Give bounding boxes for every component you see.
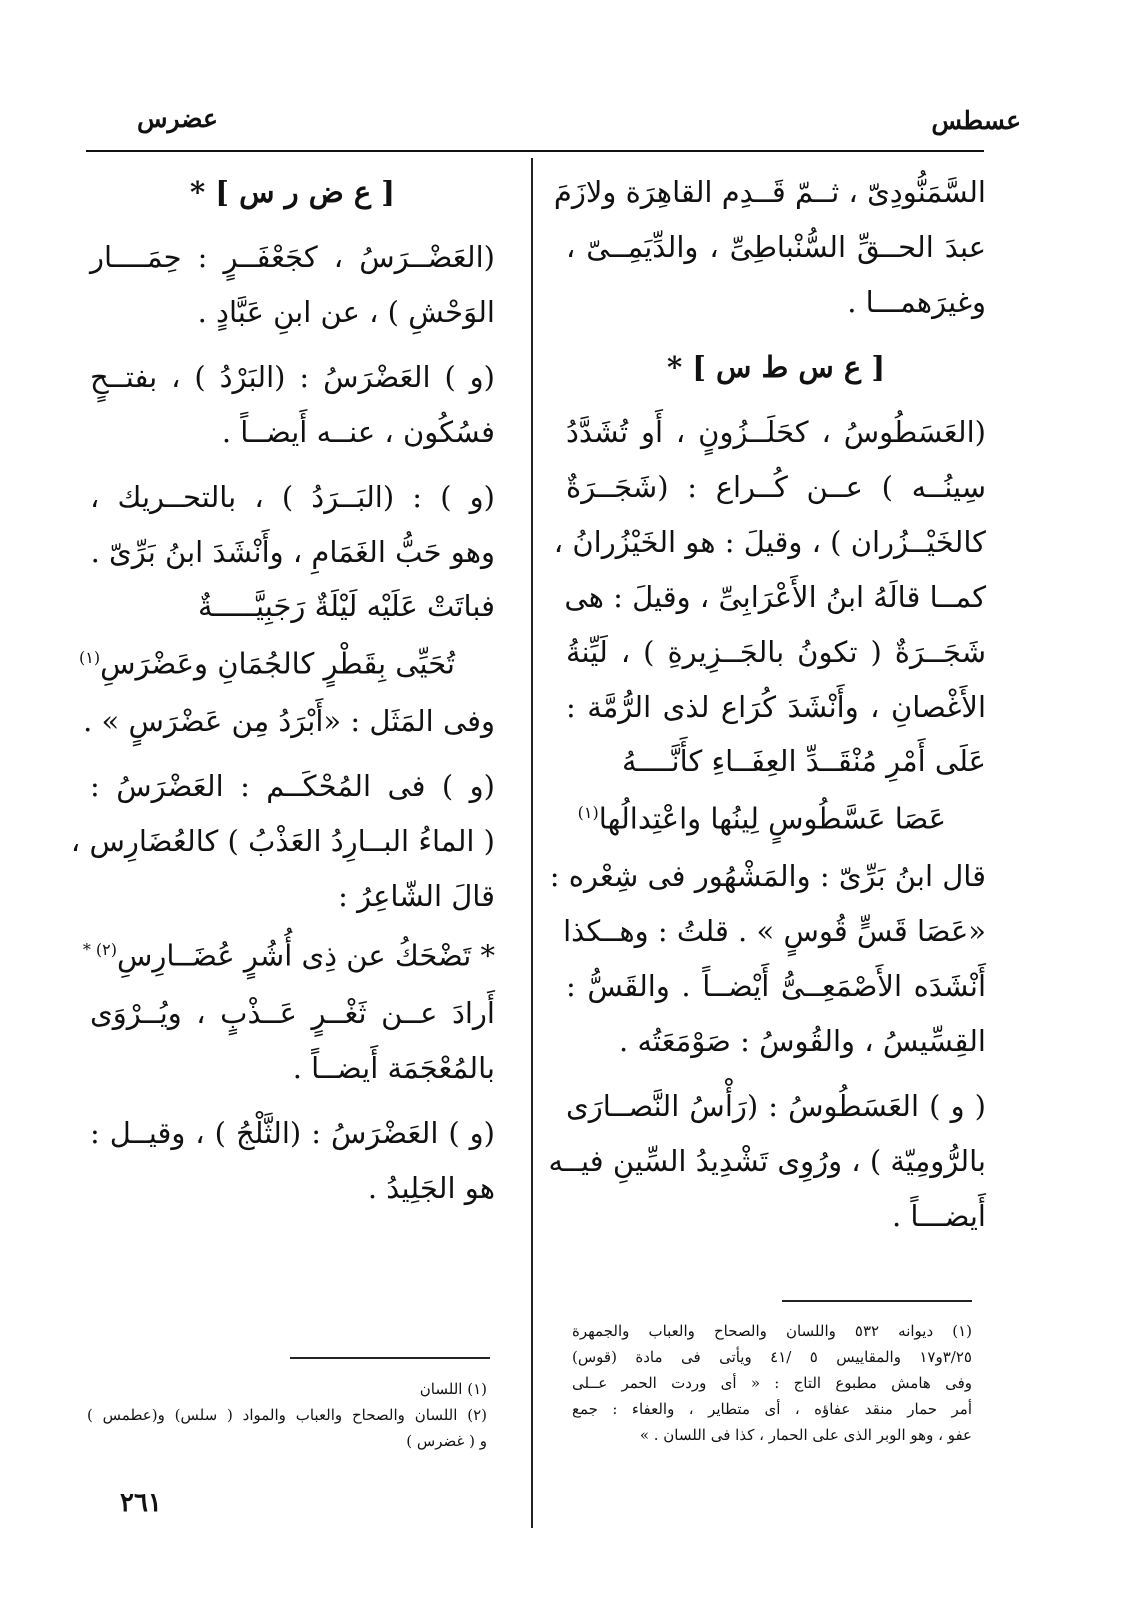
verse-line bbox=[82, 924, 495, 976]
entry-heading: [ ع ض ر س ] * bbox=[190, 175, 395, 209]
footnote-ref: (٢) * bbox=[82, 940, 117, 959]
running-header-right: عسطس bbox=[931, 106, 1021, 135]
text-line: السَّمَنُّودِىّ ، ثــمّ قَــدِم القاهِرَة ولازَمَ bbox=[553, 175, 986, 209]
text-line: سِينُــه ) عــن كُــراع : (شَجَــرَةٌ bbox=[566, 470, 986, 504]
poem-text: تُحَيِّى بِقَطْرٍ كالجُمَانِ وعَضْرَسِ bbox=[100, 646, 455, 681]
text-line: ( الماءُ البــارِدُ العَذْبُ ) كالعُضَارِس ، bbox=[70, 824, 495, 858]
text-line: وفى المَثَل : «أَبْرَدُ مِن عَضْرَسٍ » . bbox=[83, 704, 495, 738]
text-line: عبدَ الحــقِّ السُّنْباطِىِّ ، والدِّيَمِــىّ ، bbox=[566, 230, 986, 264]
text-line: أَيضـــاً . bbox=[891, 1199, 986, 1233]
poem-line bbox=[79, 632, 495, 684]
text-line: قال ابنُ بَرِّىّ : والمَشْهُور فى شِعْره : bbox=[549, 859, 986, 893]
page-number: ٢٦١ bbox=[120, 1488, 162, 1518]
column-divider bbox=[531, 158, 533, 1528]
poem-line bbox=[566, 787, 986, 839]
left-column bbox=[70, 165, 495, 1216]
text-line: ( و ) العَسَطُوسُ : (رَأْسُ النَّصــارَى bbox=[566, 1089, 986, 1123]
text-line: (و ) العَضْرَسُ : (الثَّلْجُ ) ، وقيــل : bbox=[90, 1116, 495, 1150]
entry-heading: [ ع س ط س ] * bbox=[666, 350, 886, 384]
running-header-left: عضرس bbox=[137, 104, 218, 133]
footnote-ref: (١) bbox=[79, 648, 101, 667]
text-line: فسُكُون ، عنــه أَيضــاً . bbox=[221, 415, 495, 449]
footnote-line: وفى هامش مطبوع التاج : « أى وردت الحمر عــلى bbox=[572, 1374, 972, 1392]
text-line: كمــا قالَهُ ابنُ الأَعْرَابِىِّ ، وقيلَ : هى bbox=[564, 580, 986, 614]
text-line: (العَضْــرَسُ ، كجَعْفَــرٍ : حِمَــــار bbox=[90, 240, 495, 274]
footnote-line: (١) اللسان bbox=[419, 1380, 487, 1398]
footnote-line: (٢) اللسان والصحاح والعباب والمواد ( سلس) و(عطمس ) bbox=[87, 1406, 487, 1424]
text-line: القِسِّيسُ ، والقُوسُ : صَوْمَعَتُه . bbox=[619, 1024, 986, 1058]
right-column bbox=[548, 165, 986, 1244]
header-rule bbox=[86, 150, 984, 152]
text-line: «عَصَا قَسٍّ قُوسٍ » . قلتُ : وهــكذا bbox=[563, 914, 986, 948]
text-line: كالخَيْــزُران ) ، وقيلَ : هو الخَيْزُرانُ ، bbox=[553, 525, 986, 559]
verse-text: * تَضْحَكُ عن ذِى أُشُرٍ عُضَــارِسِ bbox=[116, 938, 495, 973]
footnote-line: عفو ، وهو الوبر الذى على الحمار ، كذا فى اللسان . » bbox=[639, 1426, 972, 1444]
footnote-rule bbox=[782, 1300, 972, 1302]
footnote-line: (١) ديوانه ٥٣٢ واللسان والصحاح والعباب والجمهرة bbox=[572, 1322, 972, 1340]
text-line: وهو حَبُّ الغَمَامِ ، وأَنْشَدَ ابنُ بَرِّىّ . bbox=[90, 535, 495, 569]
text-line: أَنْشَدَه الأَصْمَعِــىُّ أَيْضــاً . والقَسُّ : bbox=[566, 969, 986, 1003]
footnote-rule bbox=[290, 1357, 490, 1359]
footnote-ref: (١) bbox=[577, 803, 599, 822]
text-line: (العَسَطُوسُ ، كحَلَــزُونٍ ، أَو تُشَدَّدُ bbox=[566, 415, 986, 449]
text-line: شَجَــرَةٌ ( تكونُ بالجَــزِيرةِ ) ، لَيِّنةُ bbox=[566, 635, 986, 669]
footnotes-left bbox=[87, 1376, 487, 1454]
text-line: الأَغْصانِ ، وأَنْشَدَ كُرَاع لذى الرُّمَّة : bbox=[566, 690, 986, 724]
footnote-line: ٣/٢٥و١٧ والمقاييس ٥ /٤١ ويأتى فى مادة (قوس) bbox=[572, 1348, 972, 1366]
text-line: أَرادَ عــن ثَغْــرٍ عَــذْبٍ ، ويُــرْوَى bbox=[90, 996, 495, 1030]
poem-line: فباتَتْ عَلَيْه لَيْلَةٌ رَجَبِيَّـــــةٌ bbox=[197, 589, 495, 623]
poem-text: عَصَا عَسَّطُوسٍ لِينُها واعْتِدالُها bbox=[598, 801, 946, 836]
text-line: (و ) فى المُحْكَــم : العَضْرَسُ : bbox=[90, 769, 495, 803]
text-line: (و ) العَضْرَسُ : (البَرْدُ ) ، بفتــحٍ bbox=[90, 360, 495, 394]
poem-line: عَلَى أَمْرِ مُنْقَــدِّ العِفَــاءِ كأَنَّــــهُ bbox=[622, 744, 986, 778]
text-line: (و ) : (البَــرَدُ ) ، بالتحــريك ، bbox=[90, 480, 495, 514]
text-line: بالرُّومِيّة ) ، ورُوِى تَشْدِيدُ السِّينِ فيــه bbox=[548, 1144, 986, 1178]
text-line: وغيرَهمـــا . bbox=[847, 285, 986, 319]
text-line: هو الجَلِيدُ . bbox=[367, 1171, 495, 1205]
text-line: الوَحْشِ ) ، عن ابنِ عَبَّادٍ . bbox=[197, 295, 495, 329]
footnote-line: و ( غضرس ) bbox=[406, 1432, 487, 1450]
text-line: قالَ الشّاعِرُ : bbox=[338, 879, 495, 913]
footnote-line: أمر حمار منقد عفاؤه ، أى متطاير ، والعفاء : جمع bbox=[572, 1400, 972, 1418]
text-line: بالمُعْجَمَة أَيضــاً . bbox=[292, 1051, 495, 1085]
footnotes-right bbox=[572, 1318, 972, 1448]
